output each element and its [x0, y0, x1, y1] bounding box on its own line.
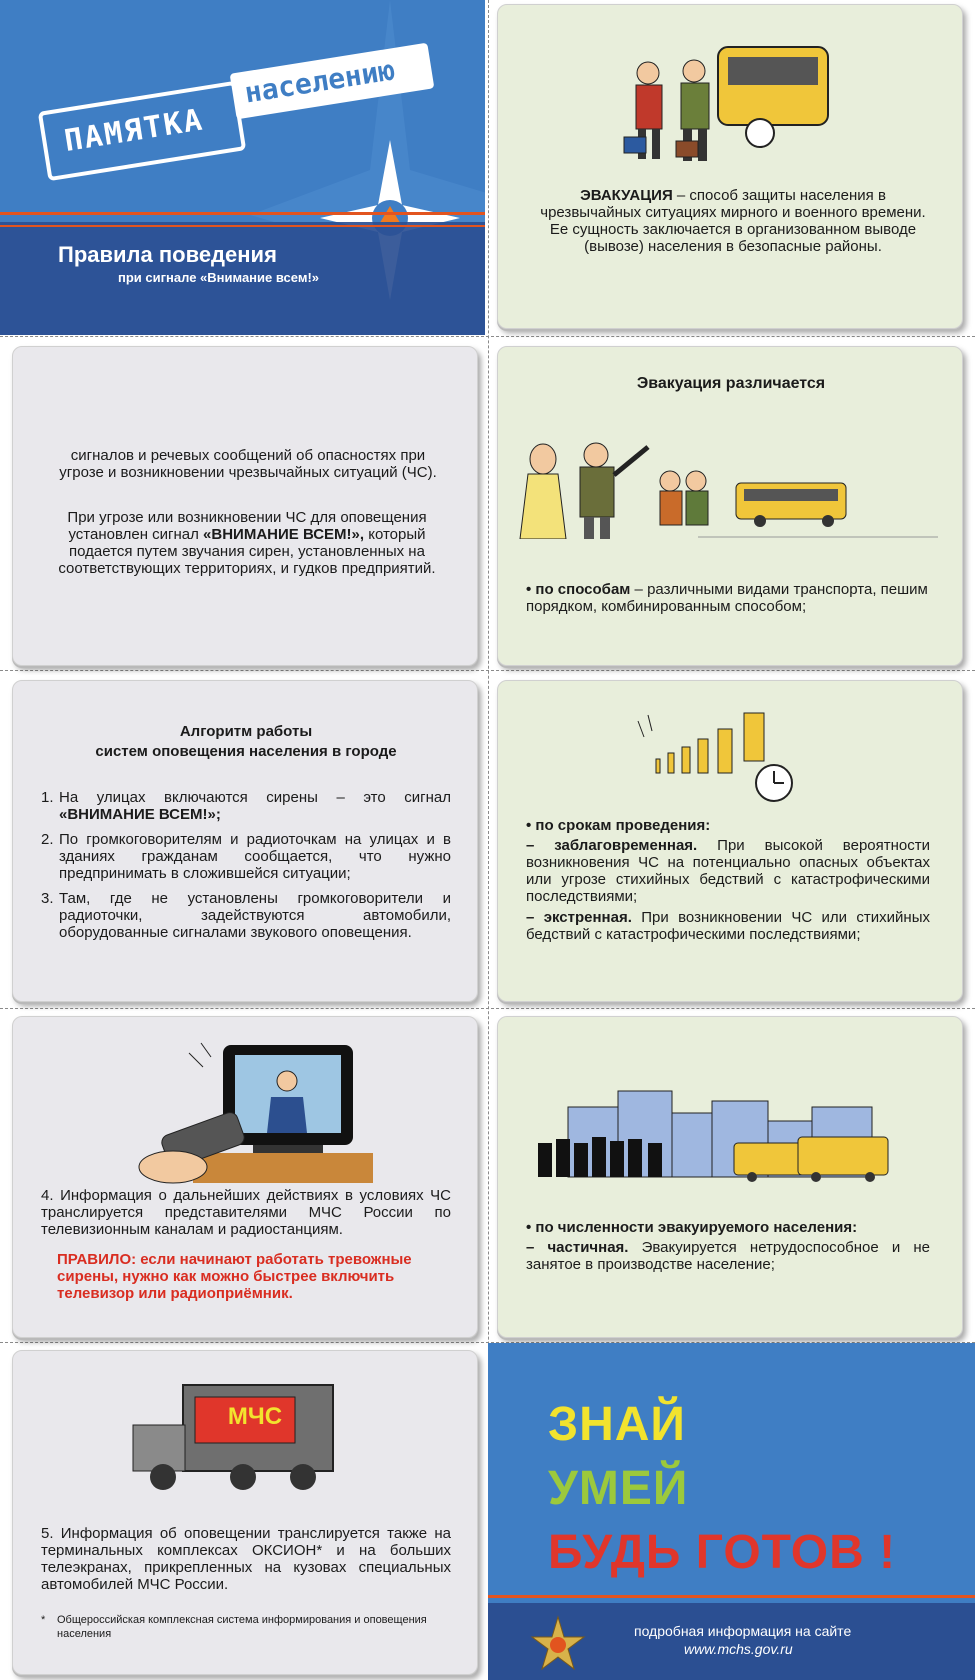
- evacuation-card: [497, 4, 963, 329]
- tv-remote-illustration: [13, 1027, 478, 1197]
- stamp-line1: ПАМЯТКА: [61, 102, 207, 160]
- mchs-emblem-icon: [530, 1615, 586, 1671]
- tv-card: [12, 1016, 478, 1338]
- stamp-line2: населению: [242, 53, 398, 110]
- oksion-footnote: [41, 1613, 451, 1641]
- cover-panel: [0, 0, 485, 335]
- algorithm-item: [41, 890, 451, 941]
- orange-stripe: [0, 225, 485, 227]
- item-number: 3.: [41, 890, 54, 907]
- evac-types-bullet: [526, 581, 936, 615]
- item-text: Там, где не установлены громкоговорители и радиоточки, задействуются автомобили, оборудованные сигналами звукового оповещения.: [59, 890, 451, 941]
- cover-subtitle: при сигнале «Внимание всем!»: [118, 270, 319, 285]
- terms-card: [497, 680, 963, 1002]
- algorithm-item: [41, 831, 451, 882]
- algorithm-title-2: систем оповещения населения в городе: [95, 743, 397, 760]
- signals-paragraph-2: [47, 509, 447, 577]
- term-label: – заблаговременная.: [526, 837, 698, 854]
- item-number: 2.: [41, 831, 54, 848]
- evacuation-text: – способ защиты населения в чрезвычайных ситуациях мирного и военного времени. Ее сущность заключается в организованном выводе (вывозе) населения в безопасные районы.: [540, 187, 926, 255]
- bullet-label: • по способам: [526, 581, 631, 598]
- item-text: На улицах включаются сирены – это сигнал: [59, 789, 451, 806]
- algorithm-title-1: Алгоритм работы: [179, 723, 313, 740]
- signals-p2-end: который подается путем звучания сирен, установленных на соответствующих территориях, и гудков предприятий.: [58, 526, 436, 577]
- oksion-card: [12, 1350, 478, 1675]
- terms-header: • по срокам проведения:: [526, 817, 711, 834]
- exclamation-clock-illustration: [498, 691, 963, 811]
- orange-stripe: [0, 212, 485, 215]
- slogan-panel: [488, 1343, 975, 1680]
- city-evacuation-illustration: [498, 1077, 963, 1207]
- evac-types-title: Эвакуация различается: [636, 375, 826, 392]
- algorithm-list: [41, 789, 451, 941]
- site-link[interactable]: www.mchs.gov.ru: [684, 1641, 793, 1657]
- orange-stripe: [488, 1595, 975, 1598]
- term-text: При возникновении ЧС или стихийных бедствий с катастрофическими последствиями;: [526, 909, 930, 943]
- terms-item-2: [526, 909, 930, 943]
- footnote-mark: *: [41, 1614, 46, 1626]
- evacuation-definition: [538, 187, 928, 255]
- algorithm-card: [12, 680, 478, 1002]
- signals-p2-bold: «ВНИМАНИЕ ВСЕМ!»,: [203, 526, 365, 543]
- population-text: Эвакуируется нетрудоспособное и не занятое в производстве население;: [526, 1239, 930, 1273]
- bullet-text: – различными видами транспорта, пешим порядком, комбинированным способом;: [526, 581, 928, 615]
- slogan-line-2: УМЕЙ: [548, 1462, 689, 1515]
- cover-title: Правила поведения: [58, 242, 277, 267]
- evacuation-term: ЭВАКУАЦИЯ: [580, 187, 673, 204]
- truck-label: МЧС: [227, 1403, 283, 1430]
- evacuating-people-illustration: [498, 15, 963, 185]
- population-label: – частичная.: [526, 1239, 629, 1256]
- more-info-text: подробная информация на сайте: [634, 1623, 852, 1639]
- algorithm-item: [41, 789, 451, 823]
- mchs-truck-illustration: [13, 1361, 478, 1511]
- tv-item-4: 4. Информация о дальнейших действиях в условиях ЧС транслируется представителями МЧС России по телевизионным каналам и радиостанциям.: [41, 1187, 451, 1238]
- crowd-and-bus-illustration: [498, 399, 963, 539]
- population-header: • по численности эвакуируемого населения:: [526, 1219, 858, 1236]
- signals-p2-start: При угрозе или возникновении ЧС для оповещения установлен сигнал: [67, 509, 427, 543]
- term-label: – экстренная.: [526, 909, 632, 926]
- oksion-item-5: 5. Информация об оповещении транслируется также на терминальных комплексах ОКСИОН* и на больших телеэкранах, прикрепленных на кузовах специальных автомобилей МЧС России.: [41, 1525, 451, 1593]
- evac-types-card: [497, 346, 963, 666]
- population-card: [497, 1016, 963, 1338]
- item-number: 1.: [41, 789, 54, 806]
- slogan-line-3: БУДЬ ГОТОВ !: [548, 1526, 897, 1579]
- footnote-text: Общероссийская комплексная система информирования и оповещения населения: [57, 1614, 427, 1640]
- slogan-line-1: ЗНАЙ: [548, 1398, 686, 1451]
- population-item: [526, 1239, 930, 1273]
- tv-rule: ПРАВИЛО: если начинают работать тревожные сирены, нужно как можно быстрее включить телевизор или радиоприёмник.: [57, 1251, 412, 1302]
- item-bold: «ВНИМАНИЕ ВСЕМ!»;: [59, 806, 221, 823]
- signals-paragraph-1: сигналов и речевых сообщений об опасностях при угрозе и возникновении чрезвычайных ситуаций (ЧС).: [59, 447, 437, 481]
- item-text: По громкоговорителям и радиоточкам на улицах и в зданиях гражданам сообщается, что нужно предпринимать в сложившейся ситуации;: [59, 831, 451, 882]
- terms-item-1: [526, 837, 930, 905]
- term-text: При высокой вероятности возникновения ЧС на потенциально опасных объектах или угрозе стихийных бедствий с катастрофическими последствиями;: [526, 837, 931, 905]
- signals-card: [12, 346, 478, 666]
